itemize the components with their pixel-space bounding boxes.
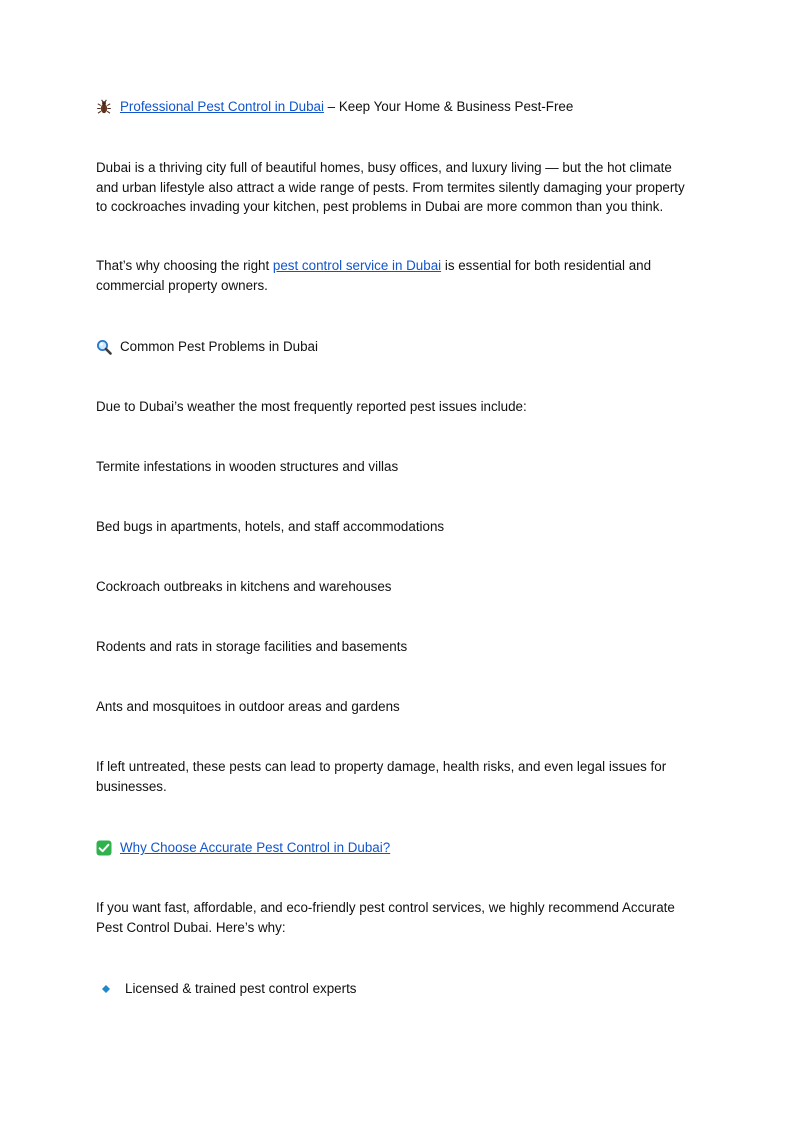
pest-item: Cockroach outbreaks in kitchens and warehouses [96, 579, 392, 594]
common-pests-title: Common Pest Problems in Dubai [120, 339, 318, 354]
untreated-warning: If left untreated, these pests can lead to property damage, health risks, and even legal issues for businesses. [96, 759, 667, 794]
benefit-text: Licensed & trained pest control experts [125, 981, 357, 996]
check-box-icon [96, 840, 112, 856]
intro-paragraph: Dubai is a thriving city full of beautiful homes, busy offices, and luxury living — but the hot climate and urban lifestyle also attract a wide range of pests. From termites silently damaging your property to cockroaches invading your kitchen, pest problems in Dubai are more common than you think. [96, 160, 685, 214]
choose-text-before: That’s why choosing the right [96, 258, 273, 273]
pest-control-service-link[interactable]: pest control service in Dubai [272, 258, 442, 273]
pest-item: Termite infestations in wooden structures and villas [96, 459, 399, 474]
choose-text-after: is essential for both residential and commercial property owners. [96, 258, 652, 293]
pest-item: Rodents and rats in storage facilities and basements [96, 639, 408, 654]
title-link[interactable]: Professional Pest Control in Dubai [120, 99, 324, 114]
why-choose-heading [96, 838, 696, 858]
document-title [96, 97, 696, 117]
common-pests-lead: Due to Dubai’s weather the most frequently reported pest issues include: [96, 399, 527, 414]
benefit-list-item [101, 979, 701, 999]
title-text: – Keep Your Home & Business Pest-Free [323, 99, 574, 114]
common-pests-heading [96, 337, 696, 357]
pest-item: Bed bugs in apartments, hotels, and staff accommodations [96, 519, 445, 534]
bug-icon [96, 99, 112, 115]
choose-paragraph [96, 256, 696, 295]
why-choose-link[interactable]: Why Choose Accurate Pest Control in Dubai? [120, 840, 391, 855]
magnifier-icon [96, 339, 112, 355]
pest-item: Ants and mosquitoes in outdoor areas and gardens [96, 699, 400, 714]
why-choose-intro: If you want fast, affordable, and eco-friendly pest control services, we highly recommend Accurate Pest Control Dubai. Here’s why: [96, 900, 675, 935]
blue-diamond-icon [101, 981, 111, 997]
